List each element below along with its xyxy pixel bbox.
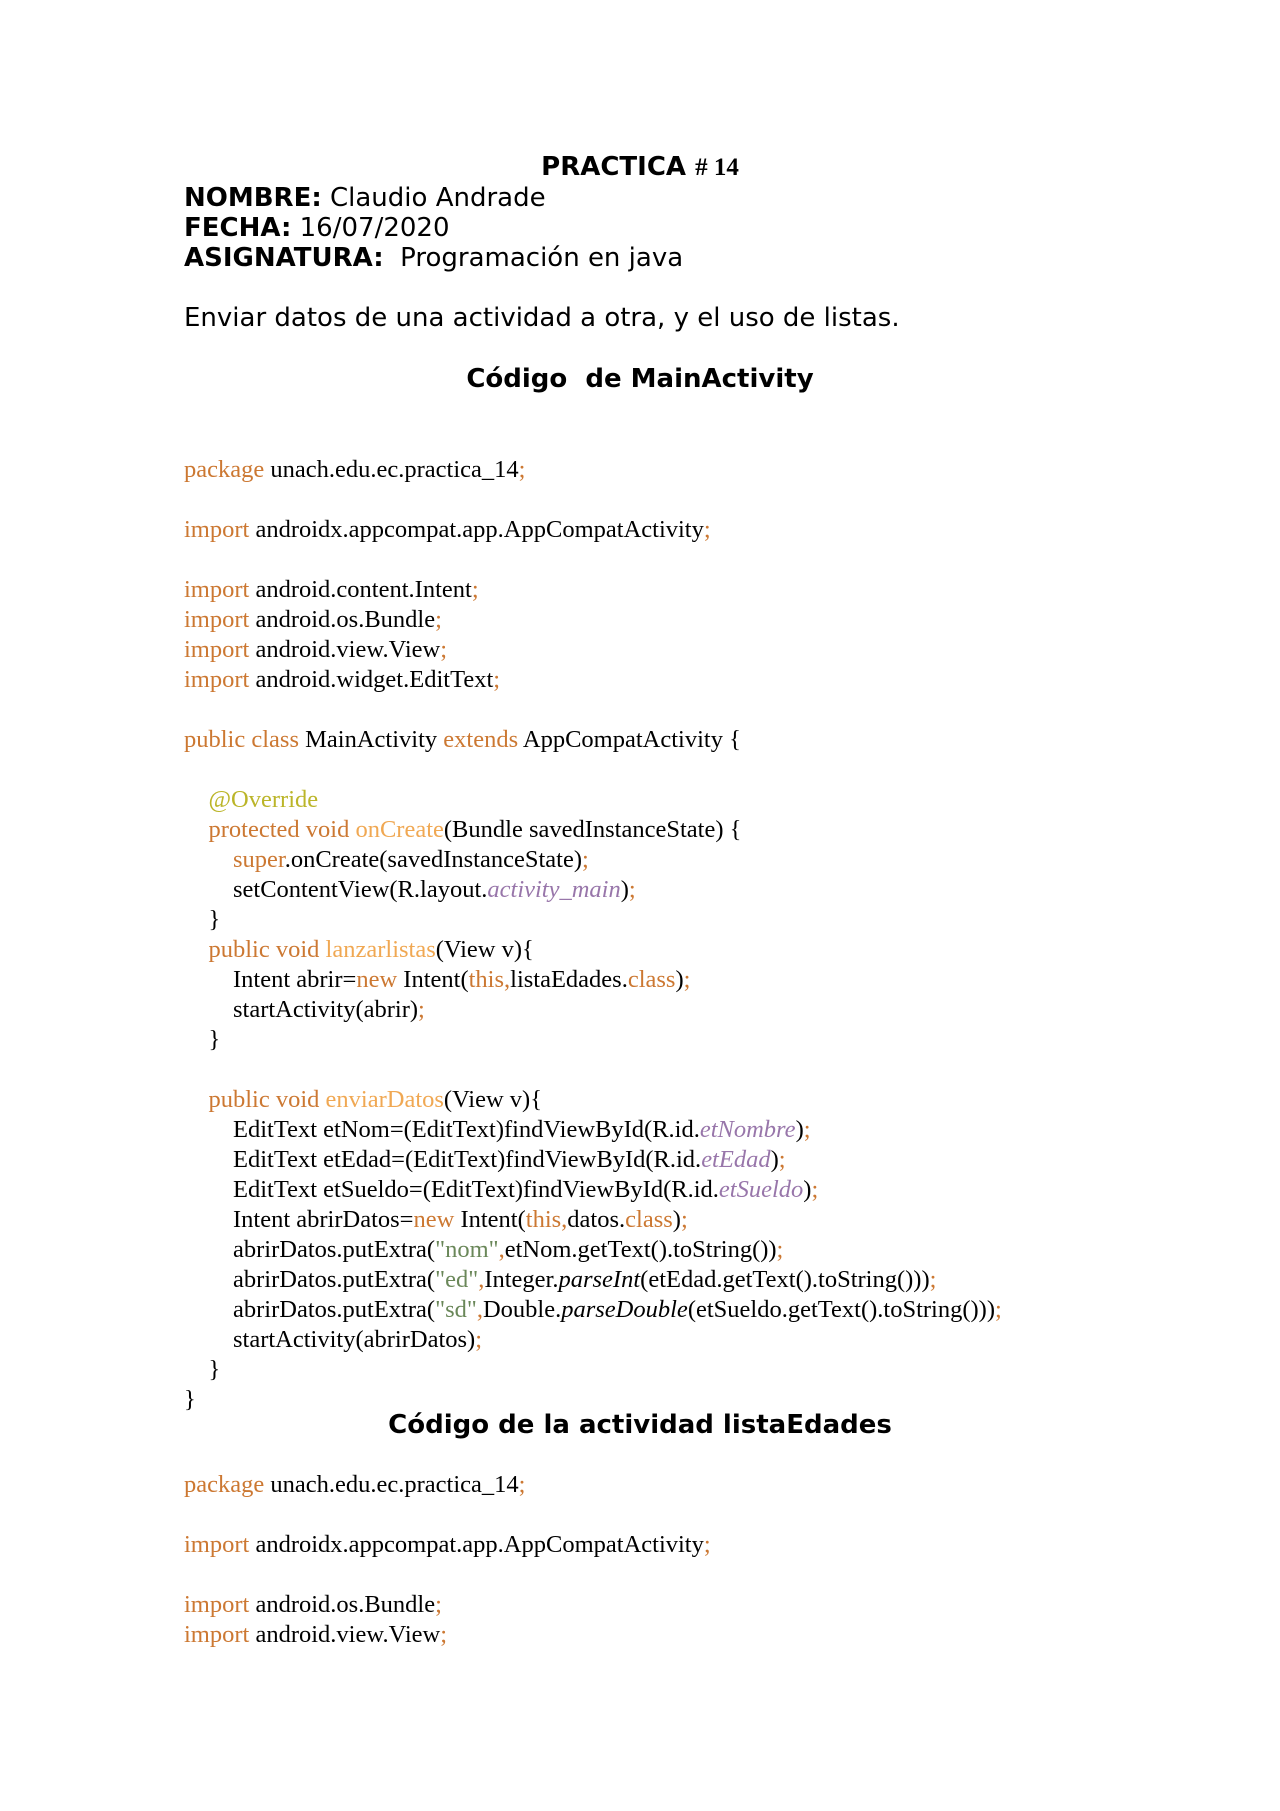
code-token: ) xyxy=(770,1146,779,1173)
code-token: parseDouble xyxy=(561,1296,688,1323)
code-token: "ed" xyxy=(435,1266,479,1293)
code-token: ; xyxy=(929,1266,937,1293)
code-token: new xyxy=(413,1206,455,1233)
code-line xyxy=(184,755,1002,785)
code-token: ; xyxy=(440,636,448,663)
code-line xyxy=(184,485,1002,515)
code-token: public class xyxy=(184,726,299,753)
code-token: AppCompatActivity { xyxy=(518,726,741,753)
code-token: ; xyxy=(493,666,501,693)
code-token xyxy=(184,816,209,843)
code-line xyxy=(184,815,1002,845)
code-line xyxy=(184,1115,1002,1145)
code-token: super xyxy=(233,846,285,873)
code-line xyxy=(184,1295,1002,1325)
code-token: } xyxy=(184,1386,196,1413)
code-token: Intent( xyxy=(454,1206,526,1233)
meta-label: FECHA: xyxy=(184,213,292,243)
page-title xyxy=(0,151,1280,184)
code-token: android.os.Bundle xyxy=(249,1591,436,1618)
code-token: ; xyxy=(475,1326,483,1353)
code-token xyxy=(184,846,233,873)
heading-lista-edades: Código de la actividad listaEdades xyxy=(388,1410,892,1440)
code-line xyxy=(184,725,1002,755)
code-token: android.content.Intent xyxy=(249,576,472,603)
code-token: import xyxy=(184,636,250,663)
code-token: ) xyxy=(675,966,684,993)
code-token: ; xyxy=(435,606,442,633)
code-token: (etSueldo.getText().toString())) xyxy=(687,1296,995,1323)
code-token: abrirDatos.putExtra( xyxy=(184,1236,436,1263)
code-token: public void xyxy=(208,936,320,963)
code-token xyxy=(184,936,209,963)
code-token: ; xyxy=(776,1236,784,1263)
code-line xyxy=(184,605,1002,635)
code-token: , xyxy=(478,1266,485,1293)
code-token: this, xyxy=(468,966,511,993)
code-token: ; xyxy=(994,1296,1002,1323)
code-line xyxy=(184,785,1002,815)
code-token: @Override xyxy=(208,786,319,813)
intro-paragraph: Enviar datos de una actividad a otra, y el uso de listas. xyxy=(184,303,900,333)
code-token: enviarDatos xyxy=(325,1086,444,1113)
code-line xyxy=(184,1265,1002,1295)
code-token: ; xyxy=(471,576,479,603)
code-line xyxy=(184,1500,711,1530)
code-token: ; xyxy=(778,1146,786,1173)
code-token: datos. xyxy=(567,1206,626,1233)
meta-label: ASIGNATURA: xyxy=(184,243,384,273)
code-line xyxy=(184,1560,711,1590)
code-token: import xyxy=(184,576,250,603)
code-line xyxy=(184,935,1002,965)
code-token: } xyxy=(184,1356,221,1383)
meta-value: Programación en java xyxy=(383,243,684,273)
code-token: ; xyxy=(435,1591,442,1618)
code-token: (etEdad.getText().toString())) xyxy=(640,1266,930,1293)
code-line xyxy=(184,1620,711,1650)
meta-fecha xyxy=(184,213,450,243)
code-token: class xyxy=(625,1206,673,1233)
code-token: class xyxy=(627,966,676,993)
code-token: .onCreate(savedInstanceState) xyxy=(284,846,582,873)
code-line xyxy=(184,1175,1002,1205)
code-token: Intent abrir= xyxy=(184,966,357,993)
code-token: android.view.View xyxy=(249,636,441,663)
code-line xyxy=(184,695,1002,725)
code-token: Intent( xyxy=(397,966,469,993)
code-token: activity_main xyxy=(487,876,621,903)
meta-label: NOMBRE: xyxy=(184,183,322,213)
code-token: } xyxy=(184,906,221,933)
code-token: listaEdades. xyxy=(510,966,628,993)
code-token: abrirDatos.putExtra( xyxy=(184,1266,436,1293)
code-line xyxy=(184,1145,1002,1175)
code-line xyxy=(184,875,1002,905)
code-token: lanzarlistas xyxy=(325,936,436,963)
code-token: ; xyxy=(418,996,425,1023)
code-token: MainActivity xyxy=(299,726,444,753)
code-token: ) xyxy=(795,1116,804,1143)
code-line xyxy=(184,515,1002,545)
code-token: android.os.Bundle xyxy=(249,606,436,633)
code-line xyxy=(184,575,1002,605)
code-token: ; xyxy=(803,1116,811,1143)
code-token: ; xyxy=(518,456,526,483)
code-token: startActivity(abrir) xyxy=(184,996,419,1023)
code-token: protected void xyxy=(208,816,350,843)
code-line xyxy=(184,1325,1002,1355)
meta-asignatura xyxy=(184,243,683,273)
code-line xyxy=(184,635,1002,665)
code-token: abrirDatos.putExtra( xyxy=(184,1296,436,1323)
code-token: Integer. xyxy=(484,1266,559,1293)
code-token: extends xyxy=(443,726,519,753)
code-line xyxy=(184,1470,711,1500)
code-token: ; xyxy=(703,1531,711,1558)
code-line xyxy=(184,995,1002,1025)
code-token: this, xyxy=(525,1206,568,1233)
code-line xyxy=(184,1530,711,1560)
code-token: "sd" xyxy=(435,1296,477,1323)
code-line xyxy=(184,1205,1002,1235)
code-token: unach.edu.ec.practica_14 xyxy=(264,1471,519,1498)
code-token: ; xyxy=(703,516,711,543)
code-line xyxy=(184,905,1002,935)
code-token: setContentView(R.layout. xyxy=(184,876,488,903)
code-token: ) xyxy=(620,876,629,903)
code-token: public void xyxy=(208,1086,320,1113)
code-token xyxy=(184,1086,209,1113)
code-token: import xyxy=(184,1531,250,1558)
code-token: ; xyxy=(440,1621,448,1648)
code-token: ; xyxy=(683,966,691,993)
meta-value: 16/07/2020 xyxy=(291,213,450,243)
code-token: ) xyxy=(803,1176,812,1203)
code-token: androidx.appcompat.app.AppCompatActivity xyxy=(249,1531,704,1558)
code-token: etSueldo xyxy=(718,1176,804,1203)
code-block-lista-edades xyxy=(184,1470,711,1650)
code-token: , xyxy=(498,1236,505,1263)
code-token: ; xyxy=(582,846,589,873)
code-line xyxy=(184,1055,1002,1085)
code-token: , xyxy=(476,1296,483,1323)
code-line xyxy=(184,1235,1002,1265)
code-token: parseInt xyxy=(558,1266,641,1293)
code-line xyxy=(184,1355,1002,1385)
code-token: (View v){ xyxy=(435,936,534,963)
code-token: EditText etSueldo=(EditText)findViewById(R.id. xyxy=(184,1176,719,1203)
code-token: package xyxy=(184,456,265,483)
meta-nombre xyxy=(184,183,546,213)
code-token: Double. xyxy=(482,1296,562,1323)
code-token: unach.edu.ec.practica_14 xyxy=(264,456,519,483)
code-token: android.widget.EditText xyxy=(249,666,494,693)
code-token: android.view.View xyxy=(249,1621,441,1648)
code-token: import xyxy=(184,516,250,543)
code-token: Intent abrirDatos= xyxy=(184,1206,414,1233)
meta-value: Claudio Andrade xyxy=(321,183,546,213)
code-token: (View v){ xyxy=(443,1086,542,1113)
code-token: } xyxy=(184,1026,221,1053)
code-token: onCreate xyxy=(355,816,444,843)
code-block-main-activity xyxy=(184,455,1002,1415)
code-line xyxy=(184,845,1002,875)
code-token: new xyxy=(356,966,398,993)
code-line xyxy=(184,545,1002,575)
code-token: ; xyxy=(811,1176,819,1203)
code-token: EditText etNom=(EditText)findViewById(R.id. xyxy=(184,1116,700,1143)
code-line xyxy=(184,965,1002,995)
code-token: EditText etEdad=(EditText)findViewById(R.id. xyxy=(184,1146,702,1173)
code-line xyxy=(184,455,1002,485)
code-line xyxy=(184,1590,711,1620)
code-token: etNom.getText().toString()) xyxy=(504,1236,777,1263)
code-line xyxy=(184,1025,1002,1055)
code-token: import xyxy=(184,1621,250,1648)
code-token: ; xyxy=(680,1206,688,1233)
code-token: import xyxy=(184,1591,250,1618)
code-token: ; xyxy=(518,1471,526,1498)
code-token: ; xyxy=(628,876,636,903)
code-token: ) xyxy=(672,1206,681,1233)
code-token: (Bundle savedInstanceState) { xyxy=(443,816,742,843)
code-token: import xyxy=(184,606,250,633)
code-line xyxy=(184,1085,1002,1115)
code-token: import xyxy=(184,666,250,693)
code-token: etEdad xyxy=(701,1146,771,1173)
heading-main-activity: Código de MainActivity xyxy=(466,364,814,394)
code-token: package xyxy=(184,1471,265,1498)
title-word: PRACTICA xyxy=(541,152,687,182)
code-token: startActivity(abrirDatos) xyxy=(184,1326,476,1353)
title-number: # 14 xyxy=(695,154,739,181)
code-token: androidx.appcompat.app.AppCompatActivity xyxy=(249,516,704,543)
code-token: "nom" xyxy=(435,1236,499,1263)
code-line xyxy=(184,665,1002,695)
code-token xyxy=(184,786,209,813)
code-token: etNombre xyxy=(699,1116,796,1143)
